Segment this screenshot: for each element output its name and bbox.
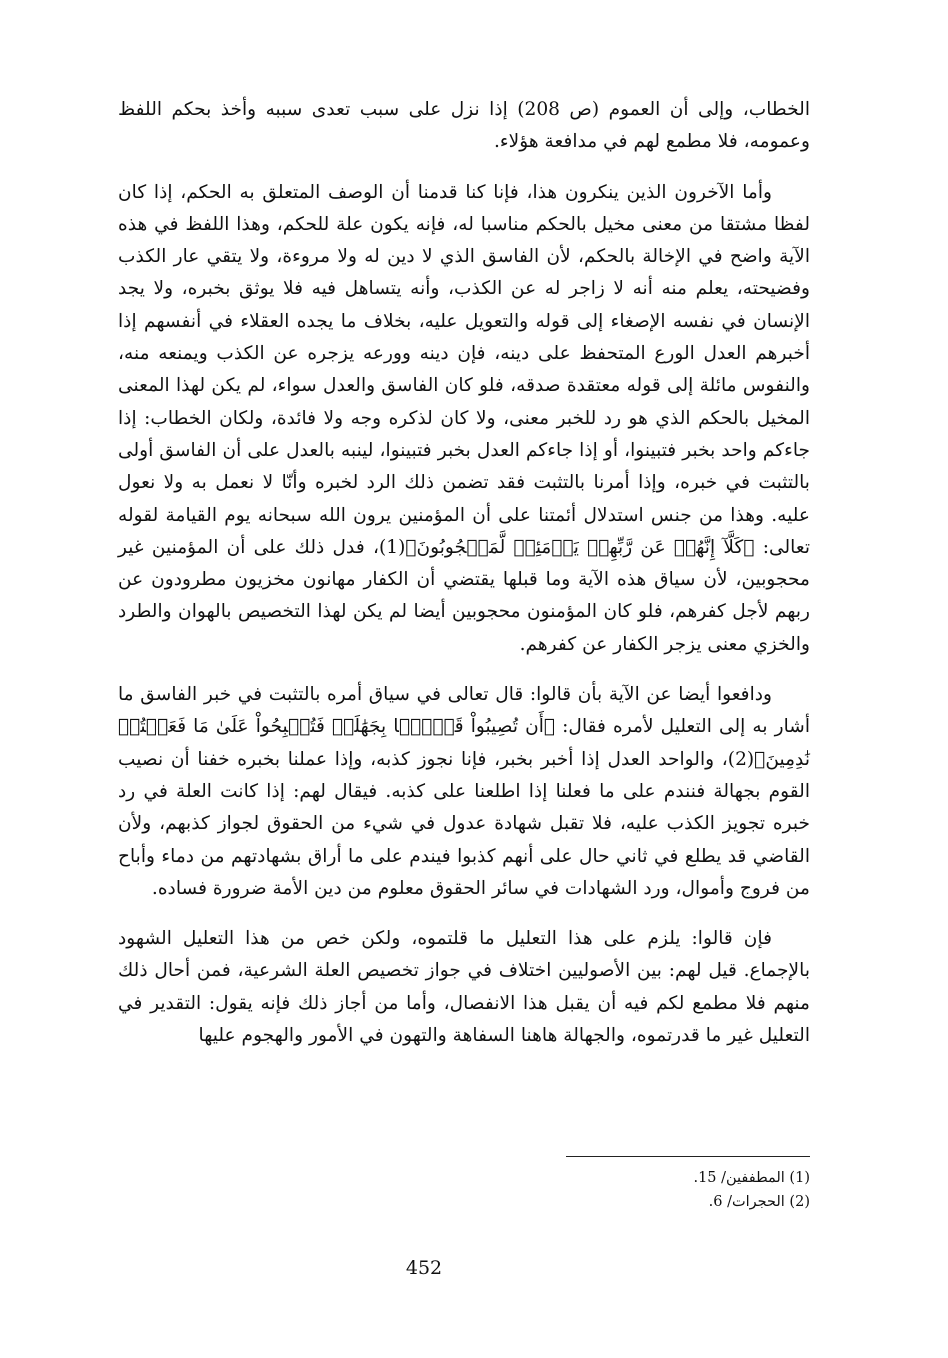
footnote-2: (2) الحجرات/ 6. xyxy=(708,1194,810,1210)
footnote-1: (1) المطففين/ 15. xyxy=(693,1170,810,1186)
paragraph-1: الخطاب، وإلى أن العموم (ص 208) إذا نزل على سبب تعدى سببه وأخذ بحكم اللفظ وعمومه، فلا مطمع لهم في مدافعة هؤلاء. xyxy=(118,99,810,153)
paragraph-2: وأما الآخرون الذين ينكرون هذا، فإنا كنا قدمنا أن الوصف المتعلق به الحكم، إذا كان لفظا مشتقا من معنى مخيل بالحكم مناسبا له، فإنه يكون علة للحكم، وهذا اللفظ في هذه الآية واضح في الإخالة بالحكم، لأن الفاسق الذي لا دين له ولا مروءة، ولا يتقي عار الكذب وفضيحته، يعلم منه أنه لا زاجر له عن الكذب، وأنه يتساهل فيه فلا يوثق بخبره، ولا يجد الإنسان في نفسه الإصغاء إلى قوله والتعويل عليه، بخلاف ما يجده العقلاء في أنفسهم إذا أخبرهم العدل الورع المتحفظ على دينه، فإن دينه وورعه يزجره عن الكذب ويمنعه منه، والنفوس مائلة إلى قوله معتقدة صدقه، فلو كان الفاسق والعدل سواء، لم يكن لهذا المعنى المخيل بالحكم الذي هو رد للخبر معنى، ولا كان لذكره وجه ولا فائدة، ولكان الخطاب: إذا جاءكم واحد بخبر فتبينوا، أو إذا جاءكم العدل بخبر فتبينوا، لينبه بالعدل على أن الفاسق أولى بالتثبت في خبره، وإذا أمرنا بالتثبت فقد تضمن ذلك الرد لخبره وأنّا لا نعمل به ولا نعول عليه. وهذا من جنس استدلال أئمتنا على أن المؤمنين يرون الله سبحانه يوم القيامة لقوله تعالى: ﴿كَلَّآ إِنَّهُمۡ عَن رَّبِّهِمۡ يَوۡمَئِذٖ لَّمَحۡجُوبُونَ﴾(1)، فدل ذلك على أن المؤمنين غير محجوبين، لأن سياق هذه الآية وما قبلها يقتضي أن الكفار مهانون مخزيون مطرودون عن ربهم لأجل كفرهم، فلو كان المؤمنون محجوبين أيضا لم يكن لهذا التخصيص بالهوان والطرد والخزي معنى يزجر الكفار عن كفرهم. xyxy=(118,181,810,655)
footnote-divider xyxy=(566,1156,810,1157)
page-number: 452 xyxy=(405,1257,443,1279)
paragraph-4: فإن قالوا: يلزم على هذا التعليل ما قلتموه، ولكن خص من هذا التعليل الشهود بالإجماع. قيل لهم: بين الأصوليين اختلاف في جواز تخصيص العلة الشرعية، فمن أحال ذلك منهم فلا مطمع لكم فيه أن يقبل هذا الانفصال، وأما من أجاز ذلك فإنه يقول: التقدير في التعليل غير ما قدرتموه، والجهالة هاهنا السفاهة والتهون في الأمور والهجوم عليها xyxy=(118,928,810,1047)
footnotes xyxy=(560,1166,810,1214)
main-text xyxy=(118,94,810,1052)
paragraph-3: ودافعوا أيضا عن الآية بأن قالوا: قال تعالى في سياق أمره بالتثبت في خبر الفاسق ما أشار به إلى التعليل لأمره فقال: ﴿أَن تُصِيبُواْ قَوۡمَۢا بِجَهَٰلَةٖ فَتُصۡبِحُواْ عَلَىٰ مَا فَعَلۡتُمۡ نَٰدِمِينَ﴾(2)، والواحد العدل إذا أخبر بخبر، فإنا نجوز كذبه، وإذا عملنا بخبره خفنا أن نصيب القوم بجهالة فنندم على ما فعلنا إذا اطلعنا على كذبه. فيقال لهم: إذا كانت العلة في رد خبره تجويز الكذب عليه، فلا تقبل شهادة عدول في شيء من الحقوق لجواز كذبهم، ولأن القاضي قد يطلع في ثاني حال على أنهم كذبوا فيندم على ما أراق بشهادتهم من دماء وأباح من فروج وأموال، ورد الشهادات في سائر الحقوق معلوم من دين الأمة ضرورة فساده. xyxy=(118,684,810,899)
